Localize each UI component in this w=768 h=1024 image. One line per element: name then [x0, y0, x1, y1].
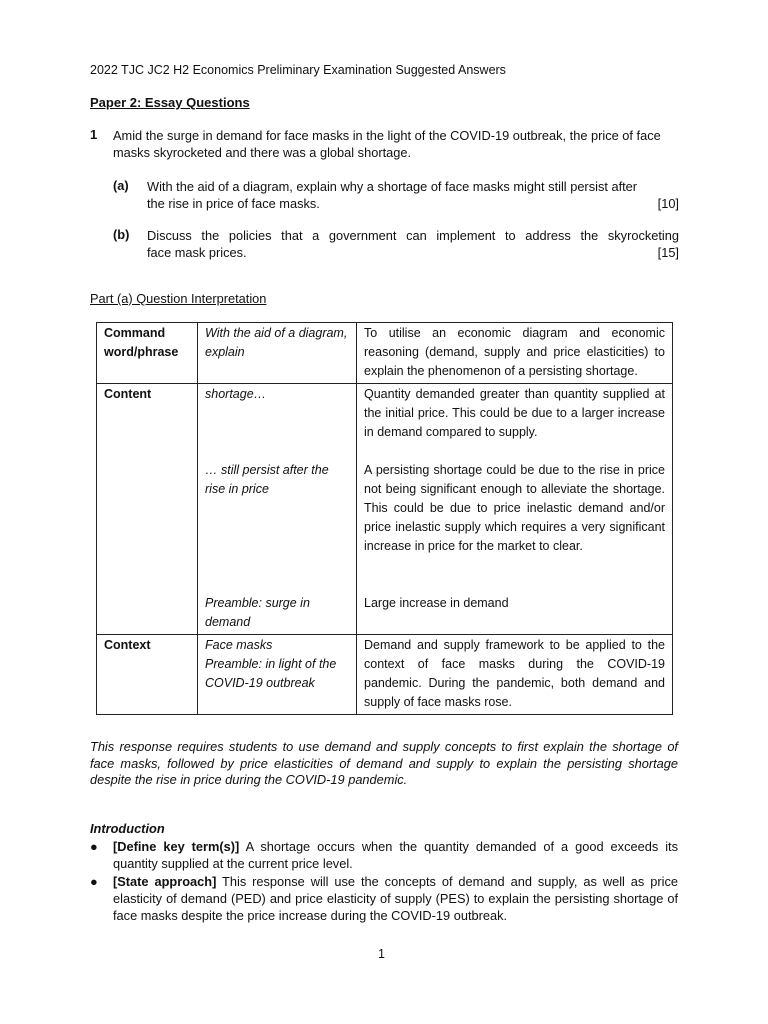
table-row [97, 384, 673, 635]
table-explanation: To utilise an economic diagram and economic reasoning (demand, supply and price elasticities) to explain the phenomenon of a persisting shortage. [357, 323, 673, 384]
part-b-label: (b) [113, 227, 130, 242]
part-a-interpretation-title: Part (a) Question Interpretation [90, 291, 267, 306]
part-b-line1: Discuss the policies that a government can implement to address the skyrocketing [147, 228, 679, 243]
part-b-line2-row [147, 244, 679, 261]
bullet-icon: ● [90, 874, 98, 889]
part-a-line1: With the aid of a diagram, explain why a shortage of face masks might still persist after [147, 179, 638, 194]
response-summary: This response requires students to use demand and supply concepts to first explain the shortage of face masks, followed by price elasticities of demand and supply to explain the persisting shortage despite the rise in price during the COVID-19 pandemic. [90, 739, 678, 787]
table-phrase: … still persist after the rise in price [205, 463, 329, 496]
bullet-text: This response will use the concepts of demand and supply, as well as price elasticity of demand (PED) and price elasticity of supply (PES) to explain the persisting shortage of face masks despite the price increase during the COVID-19 outbreak. [113, 874, 678, 923]
row-head-content: Content [97, 384, 198, 635]
document-header: 2022 TJC JC2 H2 Economics Preliminary Examination Suggested Answers [90, 63, 506, 77]
table-phrase: Preamble: surge in demand [205, 596, 310, 629]
table-row [97, 635, 673, 715]
part-a-question [147, 178, 679, 212]
table-row [97, 323, 673, 384]
table-phrase-group [198, 384, 357, 635]
part-b-question [147, 227, 679, 261]
bullet-icon: ● [90, 839, 98, 854]
paper-title: Paper 2: Essay Questions [90, 95, 250, 110]
part-a-label: (a) [113, 178, 129, 193]
table-phrase: shortage… [205, 387, 267, 401]
part-a-marks: [10] [657, 196, 679, 211]
table-explanation: Quantity demanded greater than quantity supplied at the initial price. This could be due to a larger increase in demand compared to supply. [364, 387, 665, 439]
table-explanation: Demand and supply framework to be applied to the context of face masks during the COVID-19 pandemic. During the pandemic, both demand and supply of face masks rose. [357, 635, 673, 715]
introduction-title: Introduction [90, 821, 165, 836]
table-phrase: Face masks [205, 638, 273, 652]
bullet-tag: [Define key term(s)] [113, 839, 240, 854]
list-item [90, 838, 678, 872]
bullet-tag: [State approach] [113, 874, 217, 889]
table-phrase-group [198, 635, 357, 715]
row-head-command: Command word/phrase [97, 323, 198, 384]
table-explanation: Large increase in demand [364, 596, 509, 610]
table-explanation: A persisting shortage could be due to the rise in price not being significant enough to alleviate the shortage. This could be due to price inelastic demand and/or price inelastic supply which requires a very significant increase in price for the market to clear. [364, 463, 665, 553]
bullet-text: A shortage occurs when the quantity demanded of a good exceeds its quantity supplied at the current price level. [113, 839, 678, 871]
part-b-line2: face mask prices. [147, 245, 247, 260]
part-a-line2-row [147, 195, 679, 212]
question-text: Amid the surge in demand for face masks in the light of the COVID-19 outbreak, the price of face masks skyrocketed and there was a global shortage. [113, 128, 661, 160]
part-b-marks: [15] [657, 245, 679, 260]
question-number: 1 [90, 127, 98, 142]
table-explanation-group [357, 384, 673, 635]
part-a-line2: the rise in price of face masks. [147, 196, 320, 211]
page-number: 1 [378, 947, 385, 961]
table-phrase: Preamble: in light of the COVID-19 outbreak [205, 657, 337, 690]
row-head-context: Context [97, 635, 198, 715]
question-interpretation-table [96, 322, 673, 715]
list-item [90, 873, 678, 924]
table-phrase: With the aid of a diagram, explain [198, 323, 357, 384]
